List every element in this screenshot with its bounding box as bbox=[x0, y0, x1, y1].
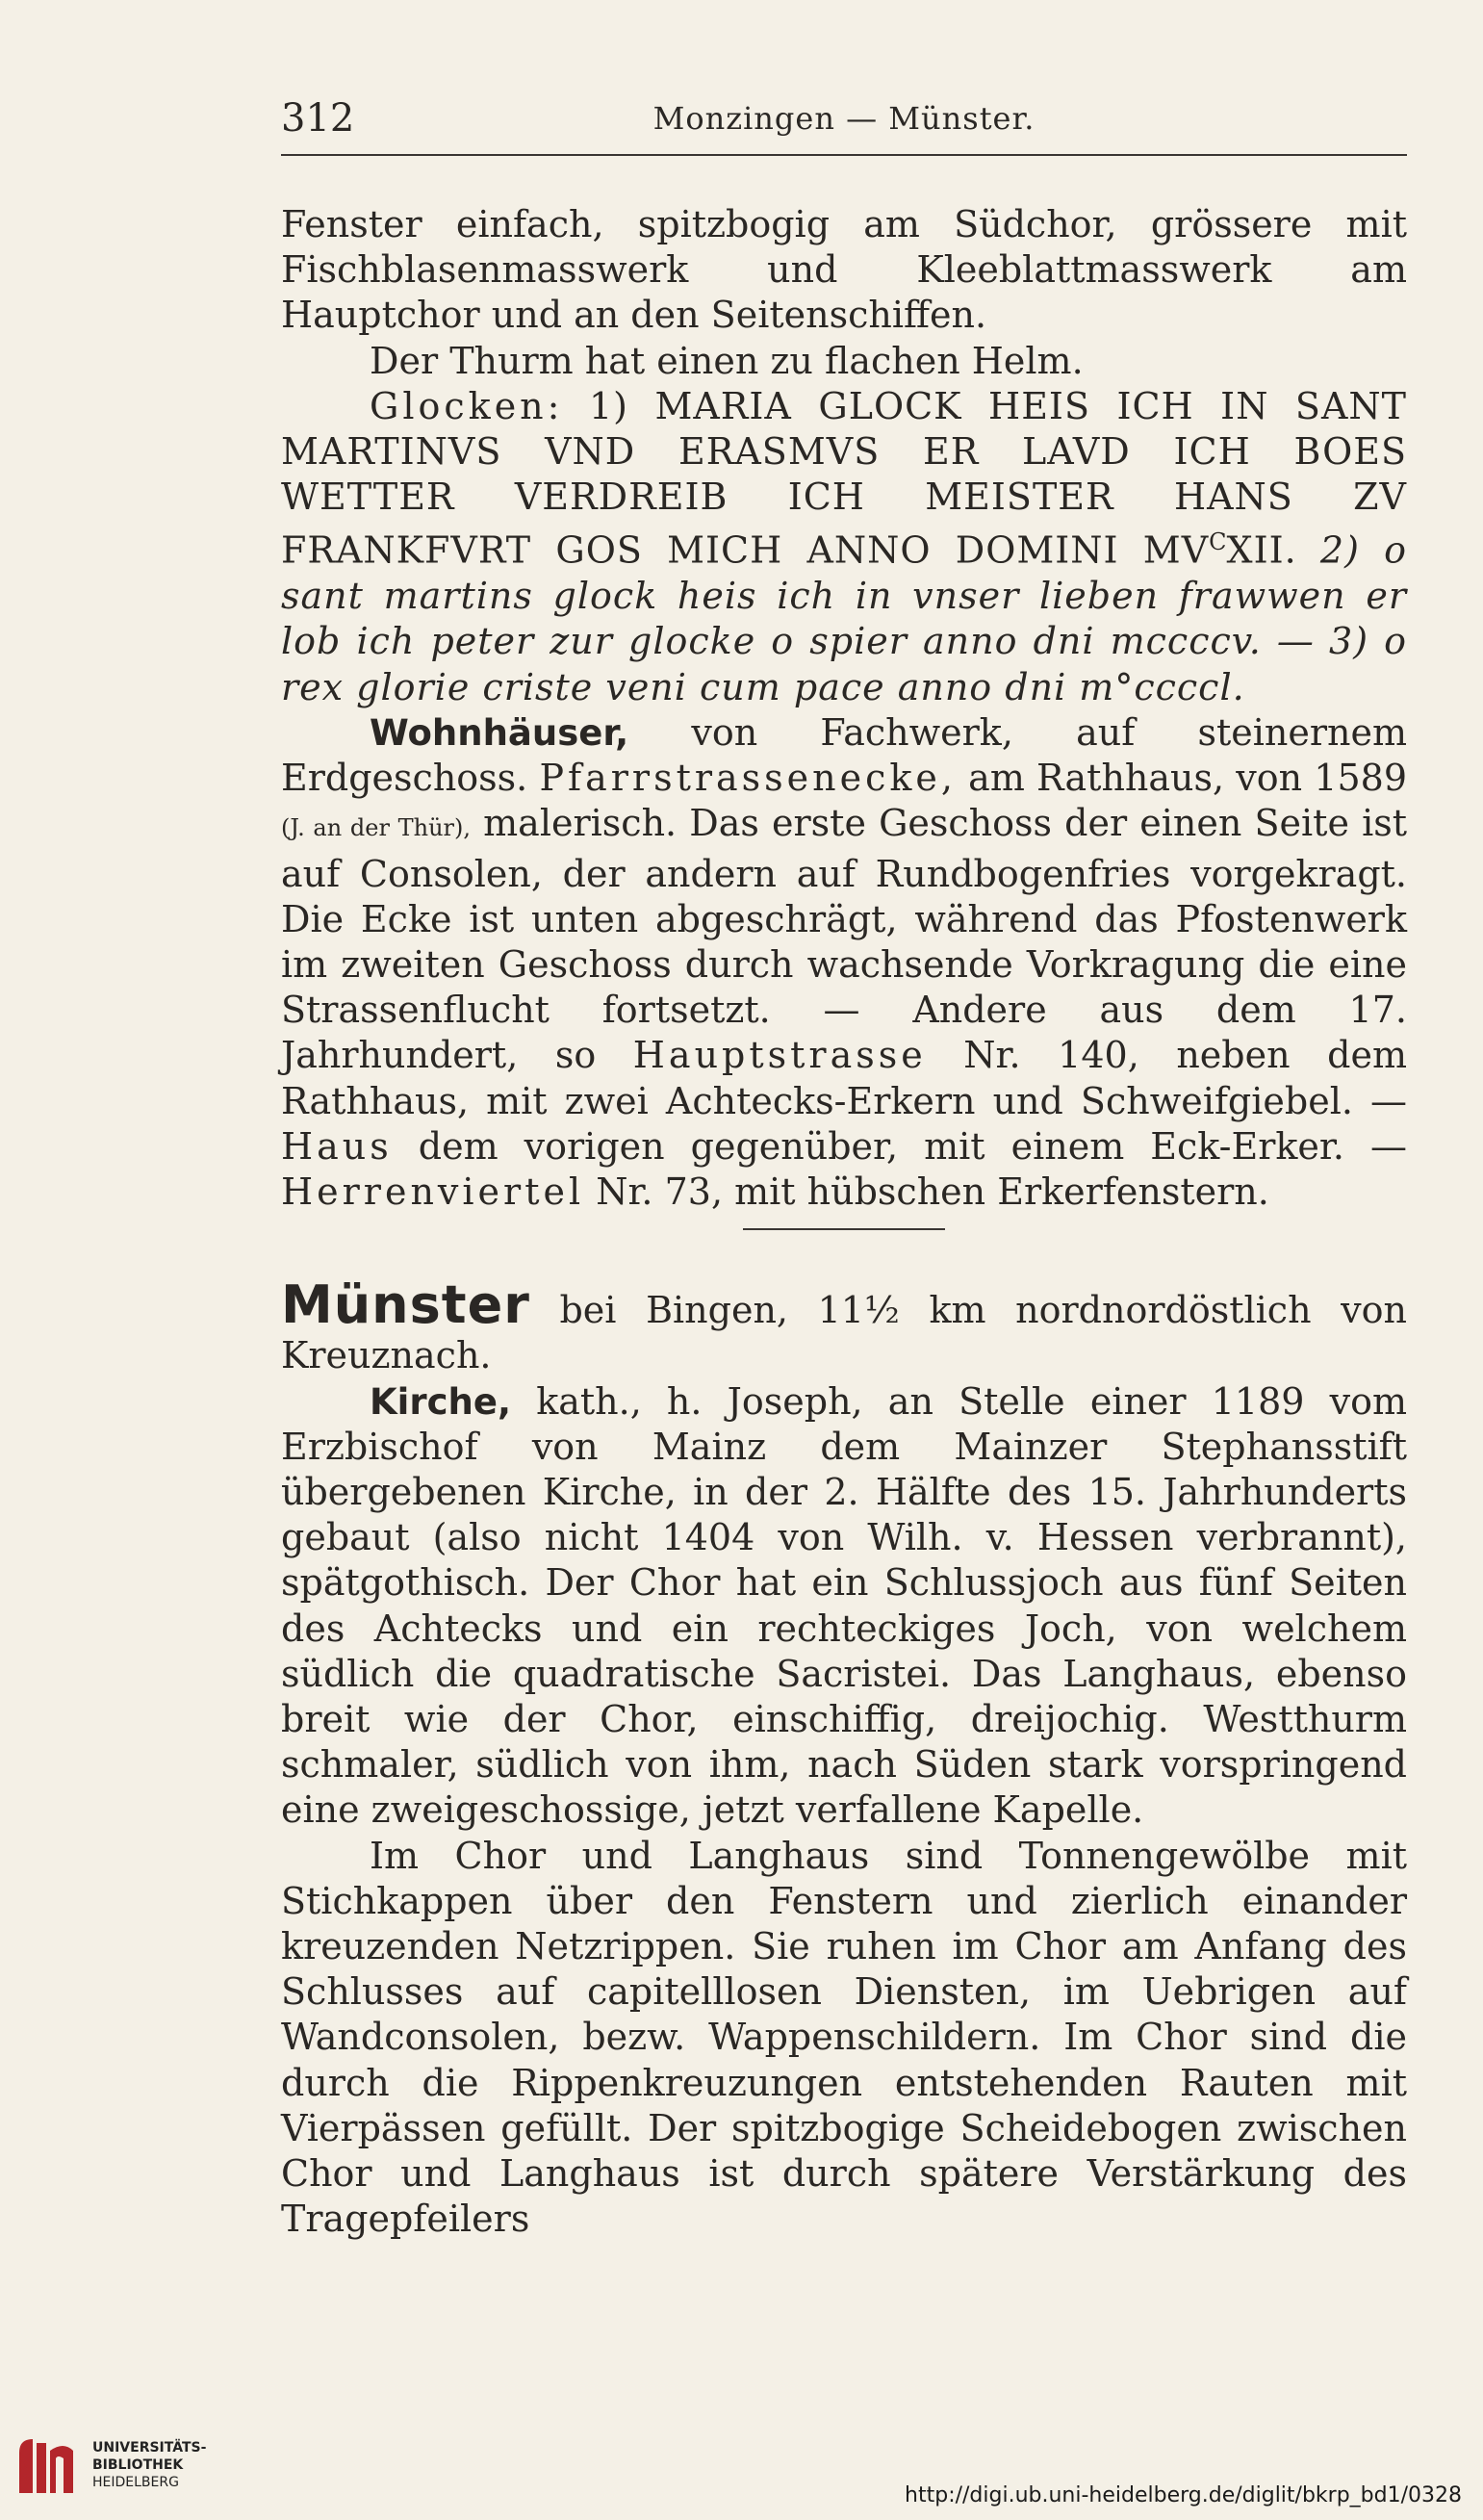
page-number: 312 bbox=[281, 96, 355, 141]
houses-spaced-4: Herrenviertel bbox=[281, 1170, 585, 1213]
bell-1-end: XII. bbox=[1226, 529, 1297, 573]
bell-2-inscription: 2) o sant martins glock heis ich in vnser lieben frawwen er lob ich peter zur glocke o spier anno dni mccccv. — bbox=[281, 529, 1407, 663]
paragraph-vaults: Im Chor und Langhaus sind Tonnengewölbe mit Stichkappen über den Fenstern und zierlich einander kreuzenden Netzrippen. Sie ruhen im Chor am Anfang des Schlusses auf capitelllosen Diensten, im Uebrigen auf Wandconsolen, bezw. Wappenschildern. Im Chor sind die durch die Rippenkreuzungen entstehenden Rauten mit Vierpässen gefüllt. Der spitzbogige Scheidebogen zwischen Chor und Langhaus ist durch spätere Verstärkung des Tragepfeilers bbox=[281, 1834, 1407, 2241]
section-separator bbox=[743, 1228, 945, 1230]
houses-text-b: am Rathhaus, von 1589 bbox=[957, 757, 1407, 800]
houses-text-a: von Fachwerk, auf steinernem Erdgeschoss. bbox=[281, 710, 1407, 800]
source-url[interactable]: http://digi.ub.uni-heidelberg.de/diglit/bkrp_bd1/0328 bbox=[905, 2483, 1462, 2507]
bell-1-inscription: 1) MARIA GLOCK HEIS ICH IN SANT MARTINVS VND ERASMVS ER LAVD ICH BOES WETTER VERDREIB ICH MEISTER HANS ZV FRANKFVRT GOS MICH ANNO DOMINI MV bbox=[281, 384, 1407, 573]
church-heading: Kirche, bbox=[370, 1380, 512, 1423]
library-logo bbox=[10, 2426, 221, 2512]
houses-heading: Wohnhäuser, bbox=[370, 711, 629, 754]
place-heading: Münster bbox=[281, 1274, 530, 1336]
place-text: bei Bingen, 11½ km nordnordöstlich von Kreuznach. bbox=[281, 1289, 1407, 1377]
houses-text-c: malerisch. Das erste Geschoss der einen Seite ist auf Consolen, der andern auf Rundbogenfries vorgekragt. Die Ecke ist unten abgeschrägt, während das Pfostenwerk im zweiten Geschoss durch wachsende Vorkragung die eine Strassenflucht fortsetzt. — Andere aus dem 17. Jahrhundert, so bbox=[281, 802, 1408, 1077]
header-rule bbox=[281, 154, 1407, 156]
library-line-3: HEIDELBERG bbox=[92, 2475, 179, 2490]
library-line-1: UNIVERSITÄTS- bbox=[92, 2440, 207, 2456]
houses-text-f: Nr. 73, mit hübschen Erkerfenstern. bbox=[584, 1170, 1269, 1213]
houses-small-note: (J. an der Thür), bbox=[281, 814, 471, 842]
paragraph-windows: Fenster einfach, spitzbogig am Südchor, grössere mit Fischblasenmasswerk und Kleeblattmasswerk am Hauptchor und an den Seitenschiffen. bbox=[281, 203, 1407, 337]
page-header bbox=[281, 96, 1407, 144]
paragraph-church bbox=[281, 1379, 1407, 1834]
library-line-2: BIBLIOTHEK bbox=[92, 2457, 184, 2473]
paragraph-muenster bbox=[281, 1274, 1407, 1378]
houses-text-d: Nr. 140, neben dem Rathhaus, mit zwei Achtecks-Erkern und Schweifgiebel. — bbox=[281, 1034, 1407, 1122]
bell-1-superscript: C bbox=[1209, 528, 1227, 556]
bells-label: Glocken: bbox=[370, 384, 564, 427]
houses-spaced-3: Haus bbox=[281, 1124, 393, 1168]
houses-spaced-1: Pfarrstrassenecke, bbox=[539, 757, 957, 800]
paragraph-tower: Der Thurm hat einen zu flachen Helm. bbox=[370, 339, 1084, 382]
houses-text-e: dem vorigen gegenüber, mit einem Eck-Erker. — bbox=[392, 1124, 1407, 1168]
library-name bbox=[92, 2439, 206, 2491]
paragraph-bells bbox=[281, 384, 1407, 710]
library-emblem-icon bbox=[13, 2433, 81, 2501]
body-text bbox=[281, 202, 1407, 2242]
church-text: kath., h. Joseph, an Stelle einer 1189 vom Erzbischof von Mainz dem Mainzer Stephansstift übergebenen Kirche, in der 2. Hälfte des 15. Jahrhunderts gebaut (also nicht 1404 von Wilh. v. Hessen verbrannt), spätgothisch. Der Chor hat ein Schlussjoch aus fünf Seiten des Achtecks und ein rechteckiges Joch, von welchem südlich die quadratische Sacristei. Das Langhaus, ebenso breit wie der Chor, einschiffig, dreijochig. Westthurm schmaler, südlich von ihm, nach Süden stark vorspringend eine zweigeschossige, jetzt verfallene Kapelle. bbox=[281, 1379, 1407, 1832]
running-title: Monzingen — Münster. bbox=[652, 100, 1036, 137]
paragraph-houses bbox=[281, 710, 1407, 1215]
bell-3-inscription: 3) o rex glorie criste veni cum pace anno dni m°ccccl. bbox=[281, 620, 1407, 708]
houses-spaced-2: Hauptstrasse bbox=[632, 1034, 927, 1077]
